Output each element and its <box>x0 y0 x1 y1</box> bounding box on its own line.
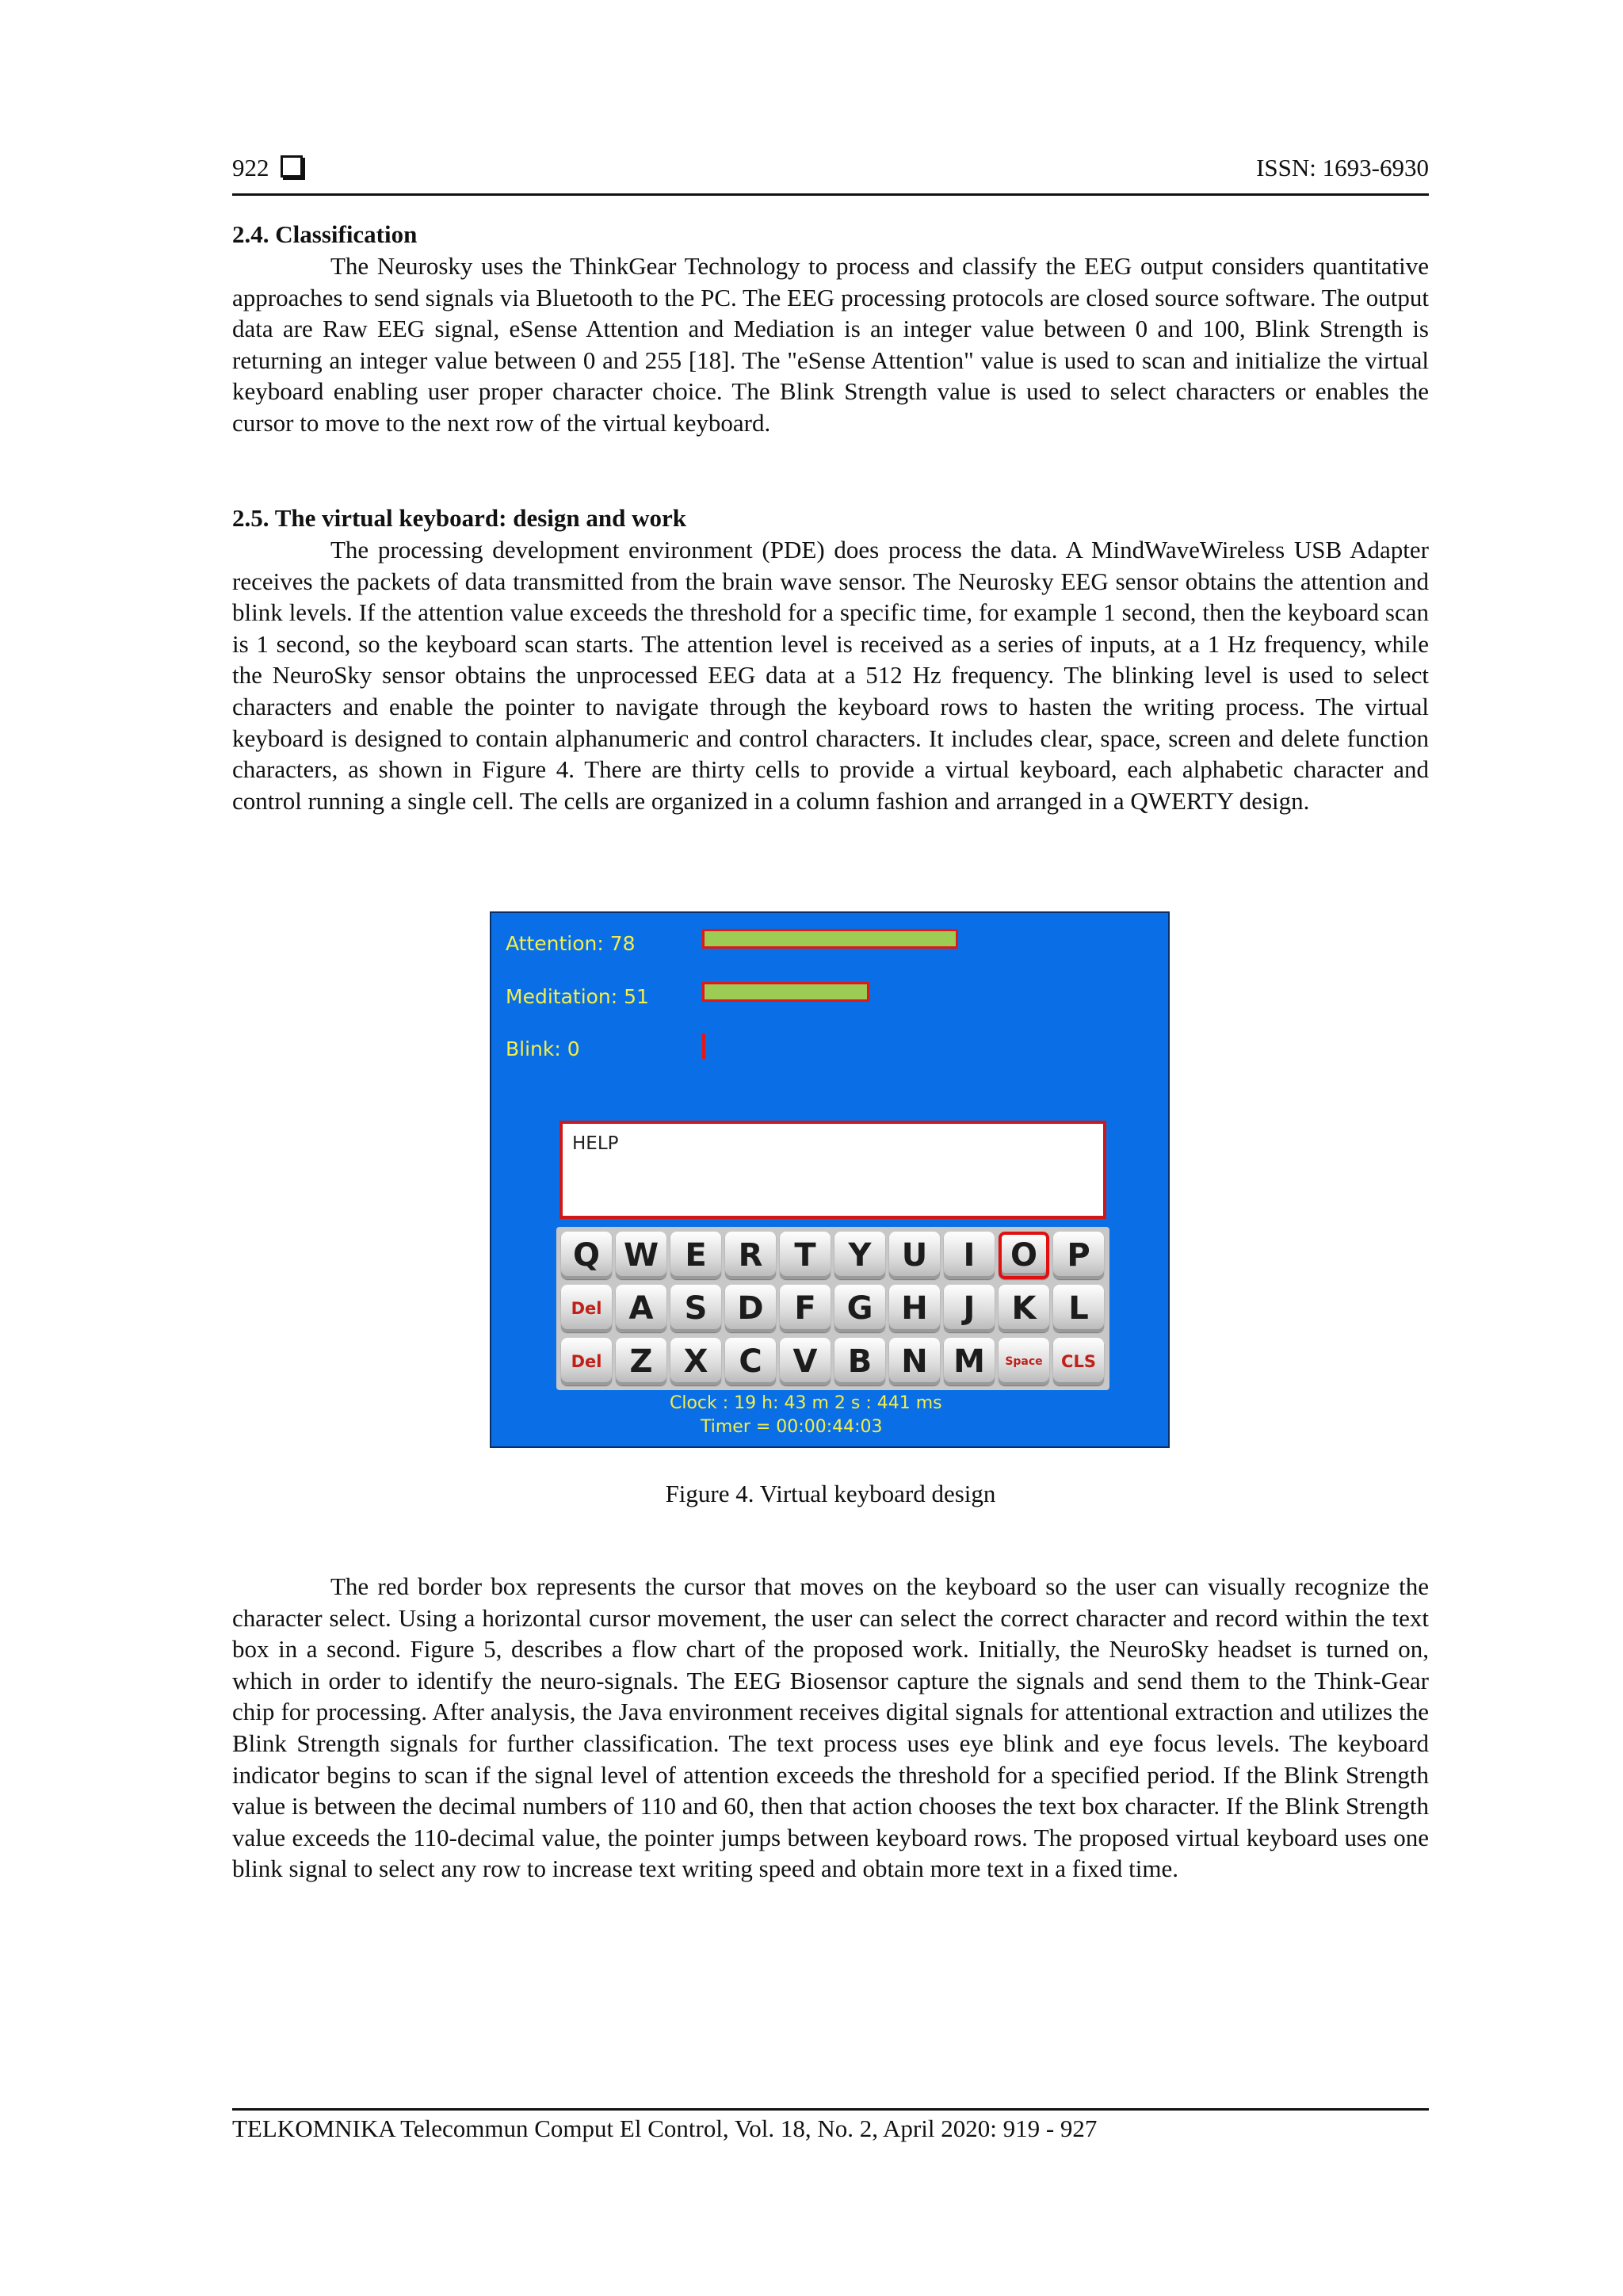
clock-readout: Clock : 19 h: 43 m 2 s : 441 ms <box>670 1393 942 1413</box>
key-c: C <box>725 1338 776 1385</box>
key-cls: CLS <box>1053 1338 1104 1385</box>
keyboard-row <box>561 1232 1108 1279</box>
footer-rule <box>232 2108 1429 2111</box>
key-space: Space <box>999 1338 1049 1385</box>
key-b: B <box>834 1338 885 1385</box>
key-w: W <box>616 1232 666 1279</box>
page-footer: TELKOMNIKA Telecommun Comput El Control, Vol. 18, No. 2, April 2020: 919 - 927 <box>232 2115 1098 2142</box>
paragraph-virtual-keyboard: The processing development environment (PDE) does process the data. A MindWaveWireless USB Adapter receives the packets of data transmitted from the brain wave sensor. The Neurosky EEG sensor obtains the attention and blink levels. If the attention value exceeds the threshold for a specific time, for example 1 second, then the keyboard scan is 1 second, so the keyboard scan starts. The attention level is received as a series of inputs, at a 1 Hz frequency, while the NeuroSky sensor obtains the unprocessed EEG data at a 512 Hz frequency. The blinking level is used to select characters and enable the pointer to navigate through the keyboard rows to hasten the writing process. The virtual keyboard is designed to contain alphanumeric and control characters. It includes clear, space, screen and delete function characters, as shown in Figure 4. There are thirty cells to provide a virtual keyboard, each alphabetic character and control running a single cell. The cells are organized in a column fashion and arranged in a QWERTY design. <box>232 536 1429 815</box>
keyboard-row <box>561 1338 1108 1385</box>
key-y: Y <box>834 1232 885 1279</box>
key-m: M <box>944 1338 995 1385</box>
paragraph-classification: The Neurosky uses the ThinkGear Technology to process and classify the EEG output considers quantitative approaches to send signals via Bluetooth to the PC. The EEG processing protocols are closed source software. The output data are Raw EEG signal, eSense Attention and Mediation is an integer value between 0 and 100, Blink Strength is returning an integer value between 0 and 255 [18]. The "eSense Attention" value is used to scan and initialize the virtual keyboard enabling user proper character choice. The Blink Strength value is used to select characters or enables the cursor to move to the next row of the virtual keyboard. <box>232 252 1429 437</box>
section-heading-virtual-keyboard: 2.5. The virtual keyboard: design and work <box>232 504 687 532</box>
key-x: X <box>670 1338 721 1385</box>
meditation-bar <box>702 982 869 1002</box>
virtual-keyboard-figure <box>490 911 1170 1448</box>
key-del: Del <box>561 1285 612 1332</box>
timer-readout: Timer = 00:00:44:03 <box>701 1417 883 1437</box>
key-n: N <box>889 1338 940 1385</box>
key-a: A <box>616 1285 666 1332</box>
key-h: H <box>889 1285 940 1332</box>
key-z: Z <box>616 1338 666 1385</box>
text-output-box: HELP <box>559 1121 1106 1219</box>
header-rule <box>232 193 1429 196</box>
key-g: G <box>834 1285 885 1332</box>
paragraph-cursor-description: The red border box represents the cursor that moves on the keyboard so the user can visually recognize the character select. Using a horizontal cursor movement, the user can select the correct character and record within the text box in a second. Figure 5, describes a flow chart of the proposed work. Initially, the NeuroSky headset is turned on, which in order to identify the neuro-signals. The EEG Biosensor capture the signals and send them to the Think-Gear chip for processing. After analysis, the Java environment receives digital signals for attentional extraction and utilizes the Blink Strength signals for further classification. The text process uses eye blink and eye focus levels. The keyboard indicator begins to scan if the signal level of attention exceeds the threshold for a specified period. If the Blink Strength value is between the decimal numbers of 110 and 60, then that action chooses the text box character. If the Blink Strength value exceeds the 110-decimal value, the pointer jumps between keyboard rows. The proposed virtual keyboard uses one blink signal to select any row to increase text writing speed and obtain more text in a fixed time. <box>232 1572 1429 1883</box>
key-l: L <box>1053 1285 1104 1332</box>
key-u: U <box>889 1232 940 1279</box>
key-r: R <box>725 1232 776 1279</box>
attention-label: Attention: 78 <box>506 932 636 955</box>
key-f: F <box>780 1285 831 1332</box>
key-s: S <box>670 1285 721 1332</box>
blink-label: Blink: 0 <box>506 1037 580 1060</box>
key-p: P <box>1053 1232 1104 1279</box>
keyboard <box>556 1227 1109 1390</box>
page-number: 922 <box>232 154 303 182</box>
key-t: T <box>780 1232 831 1279</box>
key-j: J <box>944 1285 995 1332</box>
checkbox-glyph-icon <box>281 155 303 178</box>
key-q: Q <box>561 1232 612 1279</box>
key-d: D <box>725 1285 776 1332</box>
figure-caption: Figure 4. Virtual keyboard design <box>665 1480 996 1507</box>
meditation-label: Meditation: 51 <box>506 985 649 1008</box>
key-e: E <box>670 1232 721 1279</box>
key-o: O <box>999 1232 1049 1279</box>
key-i: I <box>944 1232 995 1279</box>
section-heading-classification: 2.4. Classification <box>232 220 418 248</box>
blink-bar <box>702 1033 705 1059</box>
key-del: Del <box>561 1338 612 1385</box>
key-k: K <box>999 1285 1049 1332</box>
issn: ISSN: 1693-6930 <box>1256 154 1429 181</box>
key-v: V <box>780 1338 831 1385</box>
page-header <box>232 154 1429 192</box>
attention-bar <box>702 929 958 949</box>
keyboard-row <box>561 1285 1108 1332</box>
